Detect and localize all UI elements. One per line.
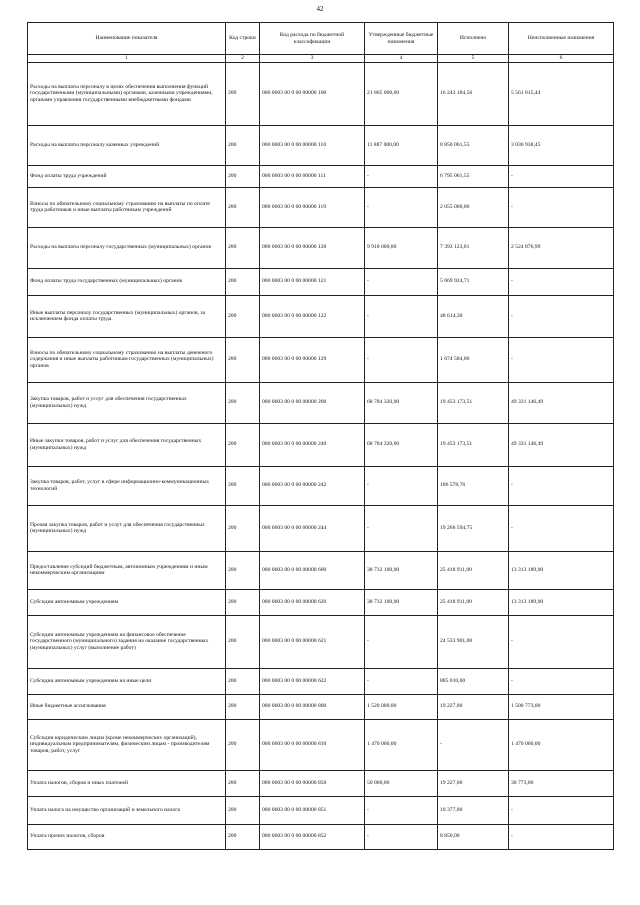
cell-name: Закупка товаров, работ и услуг для обеспечения государственных (муниципальных) нужд — [28, 382, 226, 423]
header-approved: Утвержденные бюджетные назначения — [365, 23, 438, 55]
cell-executed: 25 418 911,00 — [438, 551, 509, 589]
cell-line: 200 — [226, 423, 260, 466]
cell-executed: 19 453 173,51 — [438, 423, 509, 466]
cell-approved: 11 887 000,00 — [365, 125, 438, 165]
cell-line: 200 — [226, 589, 260, 615]
cell-code: 000 0603 00 0 00 00000 121 — [260, 268, 365, 295]
cell-unexecuted: - — [509, 187, 614, 227]
column-number: 6 — [509, 55, 614, 63]
table-row — [28, 227, 614, 268]
cell-unexecuted: 30 773,00 — [509, 770, 614, 796]
table-row — [28, 423, 614, 466]
cell-code: 000 0603 00 0 00 00000 120 — [260, 227, 365, 268]
cell-code: 000 0603 00 0 00 00000 242 — [260, 466, 365, 505]
cell-approved: - — [365, 668, 438, 694]
cell-line: 200 — [226, 62, 260, 125]
table-row — [28, 694, 614, 719]
cell-executed: 19 227,00 — [438, 770, 509, 796]
cell-approved: - — [365, 824, 438, 849]
column-number: 3 — [260, 55, 365, 63]
table-row — [28, 466, 614, 505]
cell-executed: 25 418 911,00 — [438, 589, 509, 615]
cell-unexecuted: - — [509, 796, 614, 824]
cell-name: Закупка товаров, работ, услуг в сфере информационно-коммуникационных технологий — [28, 466, 226, 505]
cell-unexecuted: 1 500 773,00 — [509, 694, 614, 719]
header-budget-code: Код расхода по бюджетной классификации — [260, 23, 365, 55]
cell-line: 200 — [226, 382, 260, 423]
cell-code: 000 0603 00 0 00 00000 600 — [260, 551, 365, 589]
cell-approved: 9 918 000,00 — [365, 227, 438, 268]
cell-name: Расходы на выплаты персоналу государственных (муниципальных) органов — [28, 227, 226, 268]
cell-code: 000 0603 00 0 00 00000 851 — [260, 796, 365, 824]
table-row — [28, 719, 614, 770]
cell-unexecuted: - — [509, 668, 614, 694]
cell-code: 000 0603 00 0 00 00000 800 — [260, 694, 365, 719]
cell-executed: 19 266 594,75 — [438, 505, 509, 551]
cell-line: 200 — [226, 551, 260, 589]
cell-line: 200 — [226, 615, 260, 668]
cell-code: 000 0603 00 0 00 00000 129 — [260, 337, 365, 382]
cell-name: Уплата прочих налогов, сборов — [28, 824, 226, 849]
cell-executed: 8 850 061,55 — [438, 125, 509, 165]
cell-executed: 19 227,00 — [438, 694, 509, 719]
cell-approved: 38 732 100,00 — [365, 551, 438, 589]
cell-approved: 21 805 000,00 — [365, 62, 438, 125]
table-row — [28, 165, 614, 187]
cell-code: 000 0603 00 0 00 00000 240 — [260, 423, 365, 466]
column-number: 2 — [226, 55, 260, 63]
table-row — [28, 668, 614, 694]
cell-code: 000 0603 00 0 00 00000 850 — [260, 770, 365, 796]
cell-unexecuted: - — [509, 824, 614, 849]
table-row — [28, 187, 614, 227]
column-number: 5 — [438, 55, 509, 63]
header-line-code: Код строки — [226, 23, 260, 55]
cell-code: 000 0603 00 0 00 00000 200 — [260, 382, 365, 423]
cell-line: 200 — [226, 466, 260, 505]
cell-code: 000 0603 00 0 00 00000 110 — [260, 125, 365, 165]
cell-line: 200 — [226, 796, 260, 824]
cell-executed: 10 377,00 — [438, 796, 509, 824]
table-row — [28, 589, 614, 615]
cell-line: 200 — [226, 337, 260, 382]
table-row — [28, 62, 614, 125]
cell-approved: - — [365, 337, 438, 382]
cell-name: Взносы по обязательному социальному страхованию на выплаты денежного содержания и иные выплаты работникам государственных (муниципальных) органов — [28, 337, 226, 382]
header-row — [28, 23, 614, 55]
cell-name: Взносы по обязательному социальному страхованию на выплаты по оплате труда работников и иные выплаты работникам учреждений — [28, 187, 226, 227]
cell-line: 200 — [226, 694, 260, 719]
cell-code: 000 0603 00 0 00 00000 100 — [260, 62, 365, 125]
cell-approved: - — [365, 295, 438, 337]
cell-unexecuted: 5 561 815,44 — [509, 62, 614, 125]
cell-executed: 7 393 123,01 — [438, 227, 509, 268]
cell-executed: 48 614,30 — [438, 295, 509, 337]
header-unexecuted: Неисполненные назначения — [509, 23, 614, 55]
cell-approved: - — [365, 796, 438, 824]
cell-code: 000 0603 00 0 00 00000 620 — [260, 589, 365, 615]
cell-line: 200 — [226, 125, 260, 165]
cell-line: 200 — [226, 187, 260, 227]
cell-approved: - — [365, 505, 438, 551]
table-row — [28, 295, 614, 337]
cell-approved: - — [365, 466, 438, 505]
table-row — [28, 551, 614, 589]
cell-approved: 1 470 000,00 — [365, 719, 438, 770]
cell-unexecuted: - — [509, 615, 614, 668]
cell-executed: 19 453 173,51 — [438, 382, 509, 423]
cell-executed: 6 795 061,55 — [438, 165, 509, 187]
cell-line: 200 — [226, 295, 260, 337]
cell-code: 000 0603 00 0 00 00000 119 — [260, 187, 365, 227]
cell-approved: 38 732 100,00 — [365, 589, 438, 615]
cell-approved: 68 784 320,00 — [365, 382, 438, 423]
cell-approved: 1 520 000,00 — [365, 694, 438, 719]
header-name: Наименование показателя — [28, 23, 226, 55]
cell-name: Предоставление субсидий бюджетным, автономным учреждениям и иным некоммерческим организациям — [28, 551, 226, 589]
table-row — [28, 615, 614, 668]
cell-approved: - — [365, 268, 438, 295]
cell-line: 200 — [226, 268, 260, 295]
column-number-row — [28, 55, 614, 63]
cell-approved: - — [365, 165, 438, 187]
cell-name: Уплата налога на имущество организаций и земельного налога — [28, 796, 226, 824]
cell-unexecuted: - — [509, 165, 614, 187]
table-row — [28, 125, 614, 165]
cell-name: Субсидии юридическим лицам (кроме некоммерческих организаций), индивидуальным предпринимателям, физическим лицам - производителям товаров, работ, услуг — [28, 719, 226, 770]
cell-name: Фонд оплаты труда учреждений — [28, 165, 226, 187]
table-row — [28, 824, 614, 849]
cell-executed: 186 578,76 — [438, 466, 509, 505]
cell-name: Иные закупки товаров, работ и услуг для обеспечения государственных (муниципальных) нужд — [28, 423, 226, 466]
column-number: 1 — [28, 55, 226, 63]
cell-name: Иные выплаты персоналу государственных (муниципальных) органов, за исключением фонда оплаты труда — [28, 295, 226, 337]
cell-code: 000 0603 00 0 00 00000 122 — [260, 295, 365, 337]
table-row — [28, 770, 614, 796]
cell-unexecuted: 13 313 189,00 — [509, 589, 614, 615]
cell-line: 200 — [226, 770, 260, 796]
cell-unexecuted: 1 470 000,00 — [509, 719, 614, 770]
cell-line: 200 — [226, 668, 260, 694]
header-executed: Исполнено — [438, 23, 509, 55]
cell-executed: 16 243 184,56 — [438, 62, 509, 125]
cell-executed: 885 010,00 — [438, 668, 509, 694]
cell-name: Субсидии автономным учреждениям — [28, 589, 226, 615]
cell-unexecuted: 3 036 938,45 — [509, 125, 614, 165]
cell-approved: - — [365, 615, 438, 668]
cell-name: Субсидии автономным учреждениям на финансовое обеспечение государственного (муниципального) задания на оказание государственных (муниципальных) услуг (выполнение работ) — [28, 615, 226, 668]
budget-execution-table — [27, 22, 614, 850]
cell-code: 000 0603 00 0 00 00000 244 — [260, 505, 365, 551]
cell-code: 000 0603 00 0 00 00000 852 — [260, 824, 365, 849]
cell-unexecuted: - — [509, 466, 614, 505]
cell-unexecuted: 2 524 876,99 — [509, 227, 614, 268]
cell-code: 000 0603 00 0 00 00000 621 — [260, 615, 365, 668]
cell-approved: 50 000,00 — [365, 770, 438, 796]
cell-name: Прочая закупка товаров, работ и услуг для обеспечения государственных (муниципальных) нужд — [28, 505, 226, 551]
cell-executed: 8 850,00 — [438, 824, 509, 849]
cell-executed: 24 533 901,00 — [438, 615, 509, 668]
cell-code: 000 0603 00 0 00 00000 810 — [260, 719, 365, 770]
cell-code: 000 0603 00 0 00 00000 111 — [260, 165, 365, 187]
column-number: 4 — [365, 55, 438, 63]
cell-line: 200 — [226, 719, 260, 770]
cell-line: 200 — [226, 824, 260, 849]
table-row — [28, 505, 614, 551]
cell-name: Расходы на выплаты персоналу казенных учреждений — [28, 125, 226, 165]
cell-name: Расходы на выплаты персоналу в целях обеспечения выполнения функций государственными (муниципальными) органами, казенными учреждениями, органами управления государственными внебюджетными фондами — [28, 62, 226, 125]
cell-approved: - — [365, 187, 438, 227]
page-number: 42 — [316, 5, 324, 13]
cell-unexecuted: - — [509, 268, 614, 295]
cell-line: 200 — [226, 165, 260, 187]
table-body — [28, 62, 614, 849]
table-row — [28, 382, 614, 423]
cell-unexecuted: 49 331 146,49 — [509, 382, 614, 423]
cell-unexecuted: 13 313 189,00 — [509, 551, 614, 589]
table-row — [28, 337, 614, 382]
cell-unexecuted: 49 331 146,49 — [509, 423, 614, 466]
cell-approved: 68 784 320,00 — [365, 423, 438, 466]
cell-name: Фонд оплаты труда государственных (муниципальных) органов — [28, 268, 226, 295]
cell-unexecuted: - — [509, 295, 614, 337]
table-row — [28, 268, 614, 295]
cell-name: Иные бюджетные ассигнования — [28, 694, 226, 719]
cell-executed: 1 674 584,00 — [438, 337, 509, 382]
cell-line: 200 — [226, 227, 260, 268]
cell-line: 200 — [226, 505, 260, 551]
cell-executed: - — [438, 719, 509, 770]
cell-name: Уплата налогов, сборов и иных платежей — [28, 770, 226, 796]
table-row — [28, 796, 614, 824]
cell-executed: 2 055 000,00 — [438, 187, 509, 227]
cell-unexecuted: - — [509, 337, 614, 382]
cell-code: 000 0603 00 0 00 00000 622 — [260, 668, 365, 694]
cell-unexecuted: - — [509, 505, 614, 551]
cell-executed: 5 669 924,71 — [438, 268, 509, 295]
cell-name: Субсидии автономным учреждениям на иные цели — [28, 668, 226, 694]
